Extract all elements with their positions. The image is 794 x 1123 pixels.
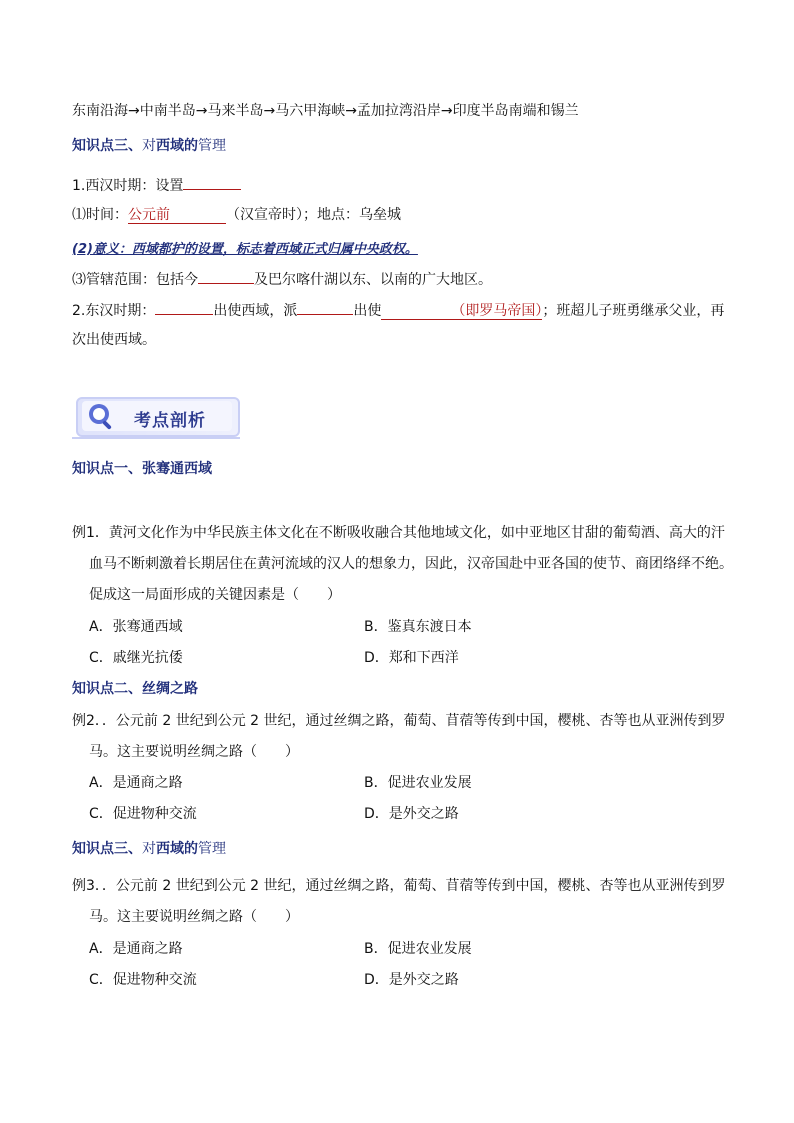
kp1-heading: 知识点一、张骞通西域 <box>72 461 212 477</box>
section-heading-western-regions <box>72 137 226 155</box>
time-answer[interactable] <box>128 207 226 224</box>
choice-d[interactable]: D．郑和下西洋 <box>364 650 459 666</box>
kp2-heading: 知识点二、丝绸之路 <box>72 681 198 697</box>
choice-d[interactable]: D．是外交之路 <box>364 972 459 988</box>
route-text: 东南沿海→中南半岛→马来半岛→马六甲海峡→孟加拉湾沿岸→印度半岛南端和锡兰 <box>72 103 579 119</box>
example-label: 例1 <box>72 525 95 541</box>
heading-part: 知识点三、 <box>72 841 142 857</box>
eastern-han-text: 出使 <box>353 303 382 319</box>
banner-title: 考点剖析 <box>134 411 206 431</box>
answer-blank[interactable] <box>198 269 254 284</box>
western-han-label: 1.西汉时期：设置 <box>72 178 184 194</box>
example-text: ．黄河文化作为中华民族主体文化在不断吸收融合其他地域文化，如中亚地区甘甜的葡萄酒、高大的汗 <box>94 525 725 541</box>
eastern-han-line-2: 次出使西域。 <box>72 332 156 348</box>
western-han-line <box>72 175 241 195</box>
example2-line2: 马。这主要说明丝绸之路（ ） <box>89 744 299 760</box>
kp3-heading <box>72 840 226 858</box>
banner-underline <box>72 437 240 439</box>
answer-blank[interactable] <box>155 300 213 315</box>
answer-blank[interactable] <box>183 175 241 190</box>
analysis-banner <box>72 393 240 439</box>
example3-line1 <box>72 877 726 895</box>
choice-d[interactable]: D．是外交之路 <box>364 806 459 822</box>
choice-b[interactable]: B．鉴真东渡日本 <box>364 619 472 635</box>
time-line <box>72 206 401 224</box>
eastern-han-text: ；班超儿子班勇继承父业，再 <box>542 303 725 319</box>
magnifier-icon <box>86 401 116 431</box>
eastern-han-label: 2.东汉时期： <box>72 303 156 319</box>
scope-line <box>72 269 492 289</box>
example3-line2: 马。这主要说明丝绸之路（ ） <box>89 909 299 925</box>
heading-part: 知识点三、 <box>72 138 142 154</box>
example1-line3: 促成这一局面形成的关键因素是（ ） <box>89 587 341 603</box>
example-text: ．．公元前 2 世纪到公元 2 世纪，通过丝绸之路，葡萄、苜蓿等传到中国，樱桃、杏等也从亚洲传到罗 <box>94 878 726 894</box>
example-text: ．．公元前 2 世纪到公元 2 世纪，通过丝绸之路，葡萄、苜蓿等传到中国，樱桃、杏等也从亚洲传到罗 <box>94 713 726 729</box>
rome-answer-text: （即罗马帝国） <box>451 303 543 319</box>
heading-part: 西域的 <box>156 138 198 154</box>
example-label: 例2 <box>72 713 95 729</box>
heading-part: 管理 <box>198 841 226 857</box>
choice-a[interactable]: A．是通商之路 <box>89 941 183 957</box>
heading-part: 管理 <box>198 138 226 154</box>
time-suffix: （汉宣帝时）；地点：乌垒城 <box>226 207 401 223</box>
heading-part: 对 <box>142 841 156 857</box>
scope-suffix: 及巴尔喀什湖以东、以南的广大地区。 <box>254 272 492 288</box>
example1-line2: 血马不断刺激着长期居住在黄河流域的汉人的想象力，因此，汉帝国赴中亚各国的使节、商团络绎不绝。 <box>89 556 733 572</box>
meaning-line: (2)意义：西域都护的设置，标志着西域正式归属中央政权。 <box>72 242 418 257</box>
answer-blank[interactable] <box>297 300 353 315</box>
example2-line1 <box>72 712 726 730</box>
rome-answer[interactable] <box>381 303 542 320</box>
eastern-han-line <box>72 300 724 320</box>
time-answer-text: 公元前 <box>128 207 170 223</box>
scope-prefix: ⑶管辖范围：包括今 <box>72 272 198 288</box>
eastern-han-text: 出使西域，派 <box>213 303 298 319</box>
choice-b[interactable]: B．促进农业发展 <box>364 941 472 957</box>
choice-b[interactable]: B．促进农业发展 <box>364 775 472 791</box>
time-prefix: ⑴时间： <box>72 207 128 223</box>
choice-a[interactable]: A．张骞通西域 <box>89 619 183 635</box>
example1-line1 <box>72 524 725 542</box>
example-label: 例3 <box>72 878 95 894</box>
choice-c[interactable]: C．促进物种交流 <box>89 972 197 988</box>
heading-part: 对 <box>142 138 156 154</box>
heading-part: 西域的 <box>156 841 198 857</box>
choice-c[interactable]: C．戚继光抗倭 <box>89 650 183 666</box>
choice-c[interactable]: C．促进物种交流 <box>89 806 197 822</box>
choice-a[interactable]: A．是通商之路 <box>89 775 183 791</box>
